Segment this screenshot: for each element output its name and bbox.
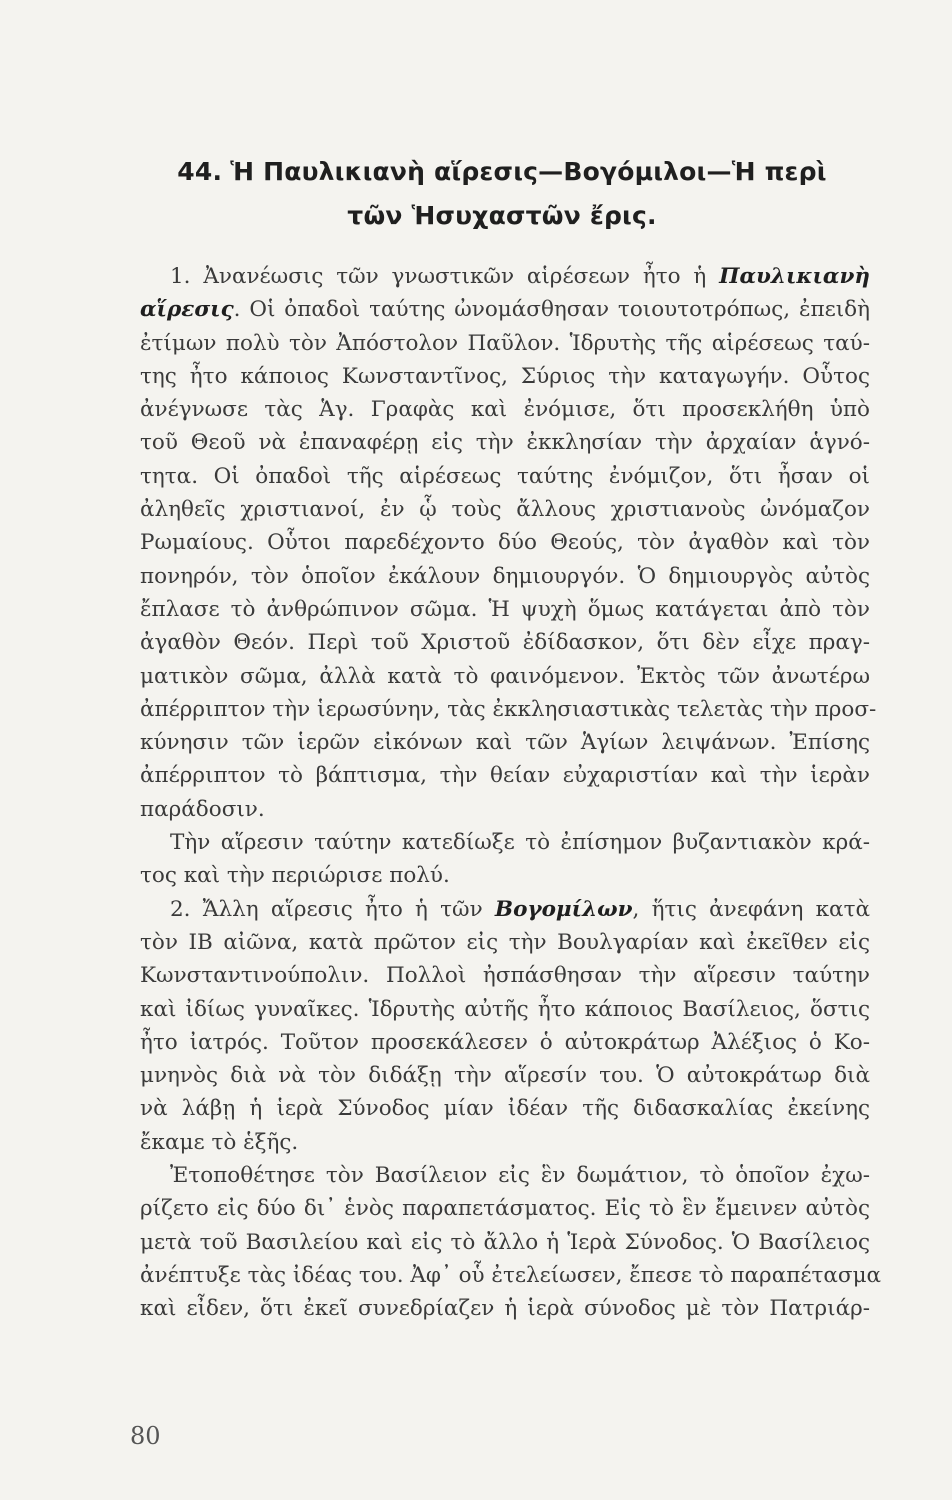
page-number: 80 [130, 1422, 161, 1450]
text-line: νὰ λάβῃ ἡ ἱερὰ Σύνοδος μίαν ἰδέαν τῆς διδασκαλίας ἐκείνης [140, 1096, 870, 1122]
text-line: ματικὸν σῶμα, ἀλλὰ κατὰ τὸ φαινόμενον. Ἐκτὸς τῶν ἀνωτέρω [140, 663, 870, 689]
text-line: ἀπέρριπτον τὸ βάπτισμα, τὴν θείαν εὐχαριστίαν καὶ τὴν ἱερὰν [140, 763, 870, 789]
text-line: της ἦτο κάποιος Κωνσταντῖνος, Σύριος τὴν καταγωγήν. Οὗτος [140, 363, 870, 389]
text-line: τητα. Οἱ ὀπαδοὶ τῆς αἱρέσεως ταύτης ἐνόμιζον, ὅτι ἦσαν οἱ [140, 463, 870, 489]
text-line: 1. Ἀνανέωσις τῶν γνωστικῶν αἱρέσεων ἦτο ἡ Παυλικιανὴ [170, 264, 870, 289]
chapter-title-line-2: τῶν Ἡσυχαστῶν ἔρις. [347, 201, 657, 230]
text-line: ἔκαμε τὸ ἑξῆς. [140, 1129, 299, 1155]
text-line: Κωνσταντινούπολιν. Πολλοὶ ἠσπάσθησαν τὴν αἵρεσιν ταύτην [140, 963, 870, 989]
text-line: μετὰ τοῦ Βασιλείου καὶ εἰς τὸ ἄλλο ἡ Ἱερὰ Σύνοδος. Ὁ Βασίλειος [140, 1229, 870, 1255]
text-line: Τὴν αἵρεσιν ταύτην κατεδίωξε τὸ ἐπίσημον βυζαντιακὸν κρά- [170, 830, 870, 856]
text-line: κύνησιν τῶν ἱερῶν εἰκόνων καὶ τῶν Ἁγίων λειψάνων. Ἐπίσης [140, 730, 870, 756]
text-line: καὶ ἰδίως γυναῖκες. Ἱδρυτὴς αὐτῆς ἦτο κάποιος Βασίλειος, ὅστις [140, 996, 870, 1022]
text-line: ἦτο ἰατρός. Τοῦτον προσεκάλεσεν ὁ αὐτοκράτωρ Ἀλέξιος ὁ Κο- [140, 1029, 870, 1055]
text-line: μνηνὸς διὰ νὰ τὸν διδάξῃ τὴν αἵρεσίν του. Ὁ αὐτοκράτωρ διὰ [140, 1063, 870, 1089]
text-line: πονηρόν, τὸν ὁποῖον ἐκάλουν δημιουργόν. Ὁ δημιουργὸς αὐτὸς [140, 563, 870, 589]
text-line: τος καὶ τὴν περιώρισε πολύ. [140, 863, 450, 889]
text-line: ἀληθεῖς χριστιανοί, ἐν ᾧ τοὺς ἄλλους χριστιανοὺς ὠνόμαζον [140, 497, 870, 523]
text-line: καὶ εἶδεν, ὅτι ἐκεῖ συνεδρίαζεν ἡ ἱερὰ σύνοδος μὲ τὸν Πατριάρ- [140, 1296, 870, 1322]
body-text [140, 260, 882, 1326]
text-line: Ἐτοποθέτησε τὸν Βασίλειον εἰς ἓν δωμάτιον, τὸ ὁποῖον ἐχω- [170, 1163, 870, 1189]
text-line: τὸν ΙΒ αἰῶνα, κατὰ πρῶτον εἰς τὴν Βουλγαρίαν καὶ ἐκεῖθεν εἰς [140, 929, 870, 955]
text-line: ἀπέρριπτον τὴν ἱερωσύνην, τὰς ἐκκλησιαστικὰς τελετὰς τὴν προσ- [140, 696, 877, 722]
chapter-title [142, 150, 862, 238]
text-line: ρίζετο εἰς δύο δι᾿ ἑνὸς παραπετάσματος. Εἰς τὸ ἓν ἔμεινεν αὐτὸς [140, 1196, 870, 1222]
text-line: ἔπλασε τὸ ἀνθρώπινον σῶμα. Ἡ ψυχὴ ὅμως κατάγεται ἀπὸ τὸν [140, 596, 870, 622]
text-line: 2. Ἄλλη αἵρεσις ἦτο ἡ τῶν Βογομίλων, ἥτις ἀνεφάνη κατὰ [170, 896, 870, 922]
text-line: ἀγαθὸν Θεόν. Περὶ τοῦ Χριστοῦ ἐδίδασκον, ὅτι δὲν εἶχε πραγ- [140, 630, 870, 656]
text-line: ἀνέγνωσε τὰς Ἁγ. Γραφὰς καὶ ἐνόμισε, ὅτι προσεκλήθη ὑπὸ [140, 397, 870, 423]
chapter-title-text-1: Ἡ Παυλικιανὴ αἵρεσις—Βογόμιλοι—Ἡ περὶ [230, 157, 827, 186]
text-line: παράδοσιν. [140, 796, 265, 822]
text-line: Ρωμαίους. Οὗτοι παρεδέχοντο δύο Θεούς, τὸν ἀγαθὸν καὶ τὸν [140, 530, 870, 556]
text-line: τοῦ Θεοῦ νὰ ἐπαναφέρῃ εἰς τὴν ἐκκλησίαν τὴν ἀρχαίαν ἁγνό- [140, 430, 870, 456]
chapter-title-line-1 [142, 150, 862, 194]
term-paulician: Παυλικιανὴ [719, 264, 870, 289]
text-line: ἀνέπτυξε τὰς ἰδέας του. Ἀφ᾿ οὗ ἐτελείωσεν, ἔπεσε τὸ παραπέτασμα [140, 1262, 882, 1288]
term-heresy: αἵρεσις [140, 297, 234, 323]
text-line: ἐτίμων πολὺ τὸν Ἀπόστολον Παῦλον. Ἱδρυτὴς τῆς αἱρέσεως ταύ- [140, 330, 870, 356]
text-line: αἵρεσις. Οἱ ὀπαδοὶ ταύτης ὠνομάσθησαν τοιουτοτρόπως, ἐπειδὴ [140, 297, 870, 323]
chapter-number: 44. [177, 157, 223, 186]
term-bogomils: Βογομίλων [494, 896, 633, 922]
